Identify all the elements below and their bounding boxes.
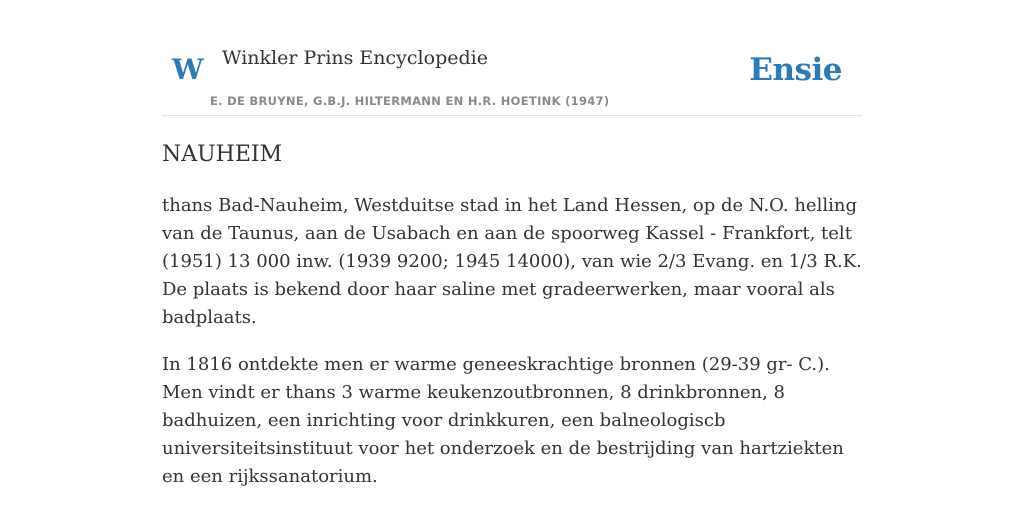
- source-header: [162, 40, 862, 116]
- source-title-link[interactable]: Winkler Prins Encyclopedie: [222, 47, 488, 69]
- source-authors: E. DE BRUYNE, G.B.J. HILTERMANN EN H.R. HOETINK (1947): [210, 94, 610, 108]
- article-body: [162, 192, 867, 510]
- ensie-logo[interactable]: Ensie: [749, 52, 842, 88]
- article-paragraph: thans Bad-Nauheim, Westduitse stad in het Land Hessen, op de N.O. helling van de Taunus, aan de Usabach en aan de spoorweg Kassel - Frankfort, telt (1951) 13 000 inw. (1939 9200; 1945 14000), van wie 2/3 Evang. en 1/3 R.K. De plaats is bekend door haar saline met gradeerwerken, maar vooral als badplaats.: [162, 195, 862, 328]
- article-title: NAUHEIM: [162, 142, 283, 167]
- source-logo[interactable]: W: [172, 53, 204, 86]
- article-paragraph: In 1816 ontdekte men er warme geneeskrachtige bronnen (29-39 gr- C.). Men vindt er thans 3 warme keukenzoutbronnen, 8 drinkbronnen, 8 badhuizen, een inrichting voor drinkkuren, een balneologiscb universiteitsinstituut voor het onderzoek en de bestrijding van hartziekten en een rijkssanatorium.: [162, 354, 844, 487]
